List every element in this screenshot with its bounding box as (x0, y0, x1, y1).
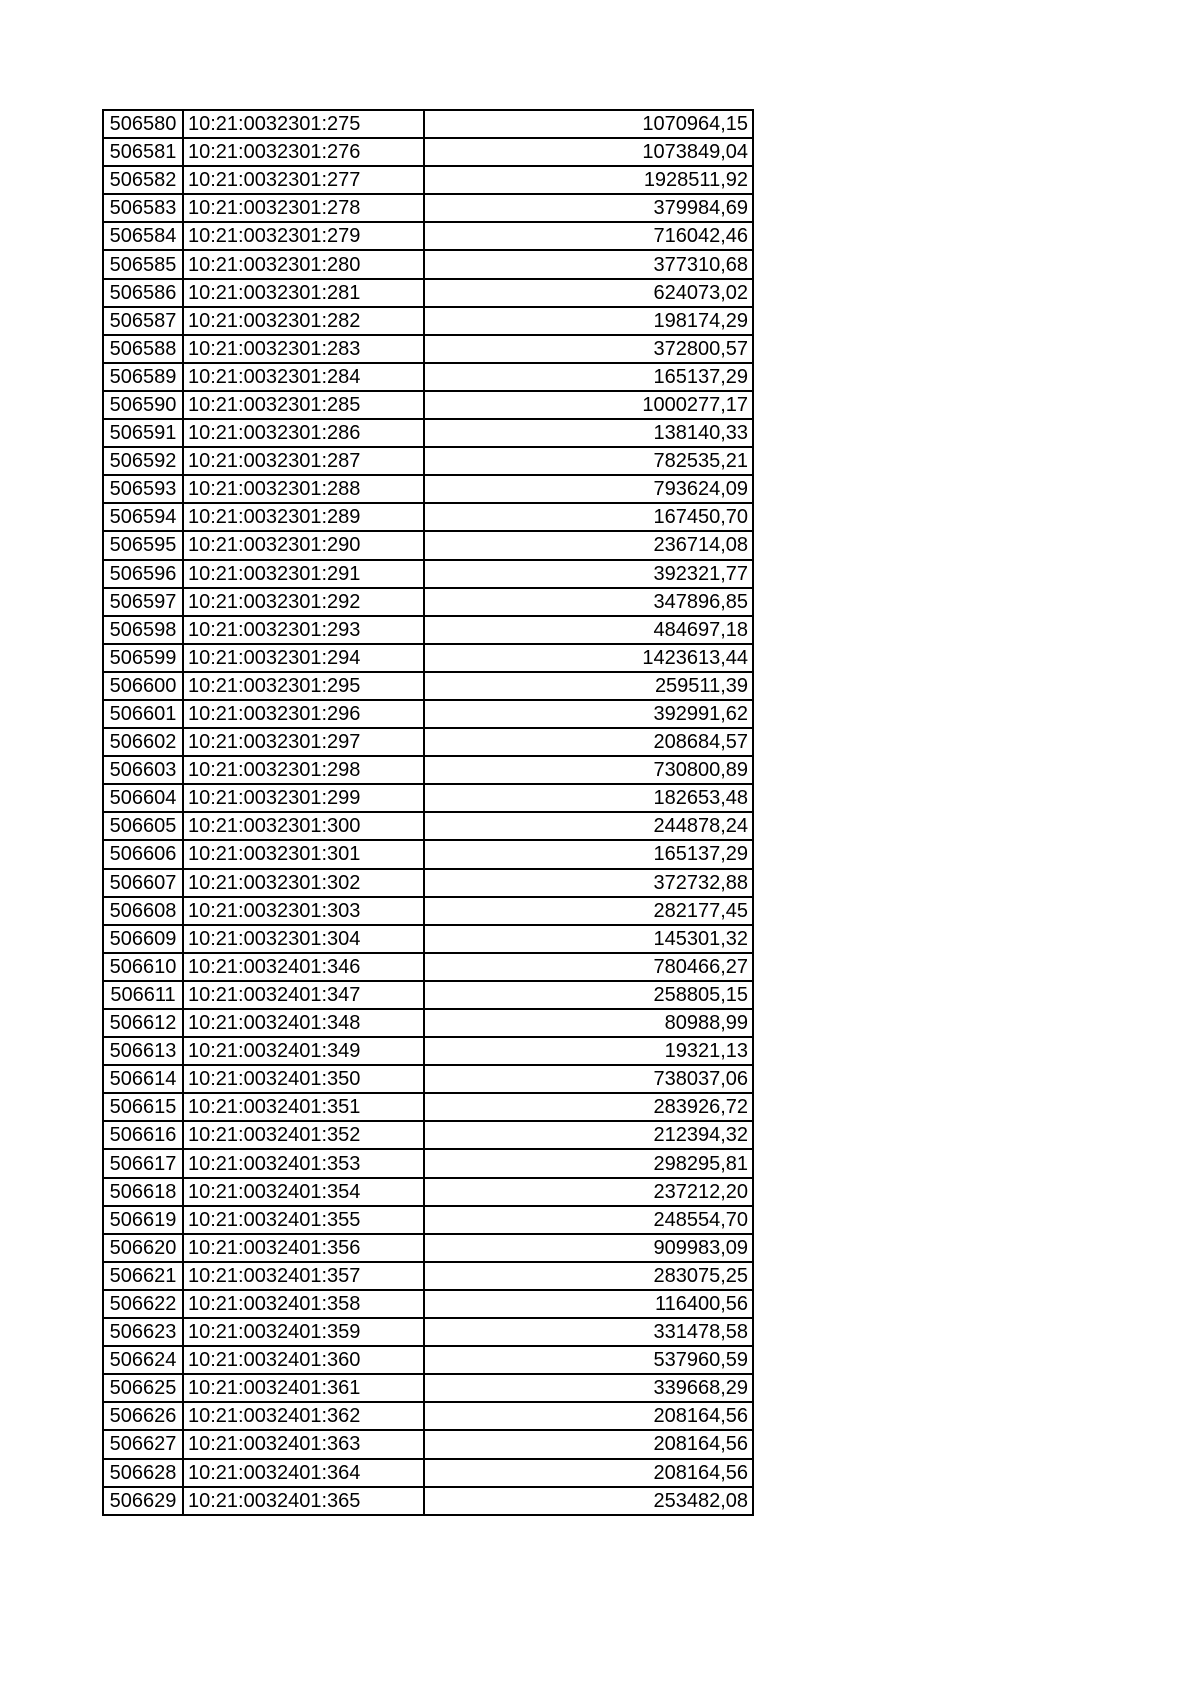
table-body (103, 110, 753, 1515)
value-cell: 377310,68 (424, 250, 753, 278)
value-cell: 244878,24 (424, 812, 753, 840)
value-cell: 331478,58 (424, 1318, 753, 1346)
value-cell: 198174,29 (424, 307, 753, 335)
row-id-cell: 506590 (103, 391, 183, 419)
cadastral-number-cell: 10:21:0032401:348 (183, 1009, 424, 1037)
cadastral-number-cell: 10:21:0032301:296 (183, 700, 424, 728)
value-cell: 624073,02 (424, 279, 753, 307)
table-row (103, 1121, 753, 1149)
table-row (103, 250, 753, 278)
cadastral-number-cell: 10:21:0032301:286 (183, 419, 424, 447)
value-cell: 730800,89 (424, 756, 753, 784)
table-row (103, 1402, 753, 1430)
row-id-cell: 506592 (103, 447, 183, 475)
value-cell: 258805,15 (424, 981, 753, 1009)
table-row (103, 1065, 753, 1093)
row-id-cell: 506625 (103, 1374, 183, 1402)
cadastral-number-cell: 10:21:0032301:295 (183, 672, 424, 700)
value-cell: 1928511,92 (424, 166, 753, 194)
value-cell: 208684,57 (424, 728, 753, 756)
cadastral-number-cell: 10:21:0032301:278 (183, 194, 424, 222)
row-id-cell: 506594 (103, 503, 183, 531)
value-cell: 793624,09 (424, 475, 753, 503)
table-row (103, 644, 753, 672)
cadastral-number-cell: 10:21:0032301:276 (183, 138, 424, 166)
table-row (103, 1346, 753, 1374)
row-id-cell: 506589 (103, 363, 183, 391)
table-row (103, 1149, 753, 1177)
value-cell: 339668,29 (424, 1374, 753, 1402)
value-cell: 208164,56 (424, 1459, 753, 1487)
table-row (103, 363, 753, 391)
row-id-cell: 506623 (103, 1318, 183, 1346)
cadastral-number-cell: 10:21:0032301:290 (183, 531, 424, 559)
value-cell: 167450,70 (424, 503, 753, 531)
table-row (103, 335, 753, 363)
value-cell: 347896,85 (424, 588, 753, 616)
table-row (103, 1318, 753, 1346)
table-row (103, 869, 753, 897)
row-id-cell: 506583 (103, 194, 183, 222)
value-cell: 182653,48 (424, 784, 753, 812)
table-row (103, 138, 753, 166)
cadastral-number-cell: 10:21:0032401:365 (183, 1487, 424, 1515)
value-cell: 379984,69 (424, 194, 753, 222)
cadastral-number-cell: 10:21:0032401:359 (183, 1318, 424, 1346)
row-id-cell: 506604 (103, 784, 183, 812)
row-id-cell: 506612 (103, 1009, 183, 1037)
cadastral-number-cell: 10:21:0032301:282 (183, 307, 424, 335)
cadastral-number-cell: 10:21:0032401:351 (183, 1093, 424, 1121)
cadastral-number-cell: 10:21:0032301:302 (183, 869, 424, 897)
table-row (103, 447, 753, 475)
table-row (103, 166, 753, 194)
value-cell: 392991,62 (424, 700, 753, 728)
row-id-cell: 506580 (103, 110, 183, 138)
cadastral-number-cell: 10:21:0032301:275 (183, 110, 424, 138)
row-id-cell: 506582 (103, 166, 183, 194)
table-row (103, 1234, 753, 1262)
value-cell: 208164,56 (424, 1402, 753, 1430)
row-id-cell: 506588 (103, 335, 183, 363)
row-id-cell: 506591 (103, 419, 183, 447)
table-row (103, 1374, 753, 1402)
cadastral-number-cell: 10:21:0032301:292 (183, 588, 424, 616)
row-id-cell: 506620 (103, 1234, 183, 1262)
table-row (103, 1459, 753, 1487)
table-row (103, 560, 753, 588)
row-id-cell: 506617 (103, 1149, 183, 1177)
cadastral-number-cell: 10:21:0032301:304 (183, 925, 424, 953)
row-id-cell: 506622 (103, 1290, 183, 1318)
table-row (103, 1037, 753, 1065)
cadastral-number-cell: 10:21:0032401:353 (183, 1149, 424, 1177)
value-cell: 392321,77 (424, 560, 753, 588)
cadastral-number-cell: 10:21:0032301:293 (183, 616, 424, 644)
table-row (103, 531, 753, 559)
value-cell: 1000277,17 (424, 391, 753, 419)
cadastral-number-cell: 10:21:0032301:285 (183, 391, 424, 419)
table-row (103, 419, 753, 447)
value-cell: 909983,09 (424, 1234, 753, 1262)
table-row (103, 925, 753, 953)
cadastral-number-cell: 10:21:0032401:352 (183, 1121, 424, 1149)
table-row (103, 279, 753, 307)
table-row (103, 953, 753, 981)
row-id-cell: 506597 (103, 588, 183, 616)
table-row (103, 784, 753, 812)
row-id-cell: 506608 (103, 897, 183, 925)
row-id-cell: 506581 (103, 138, 183, 166)
cadastral-number-cell: 10:21:0032301:287 (183, 447, 424, 475)
row-id-cell: 506585 (103, 250, 183, 278)
cadastral-number-cell: 10:21:0032301:281 (183, 279, 424, 307)
value-cell: 236714,08 (424, 531, 753, 559)
value-cell: 80988,99 (424, 1009, 753, 1037)
table-row (103, 391, 753, 419)
value-cell: 282177,45 (424, 897, 753, 925)
row-id-cell: 506596 (103, 560, 183, 588)
value-cell: 283075,25 (424, 1262, 753, 1290)
cadastral-number-cell: 10:21:0032301:284 (183, 363, 424, 391)
table-row (103, 728, 753, 756)
cadastral-number-cell: 10:21:0032301:277 (183, 166, 424, 194)
value-cell: 253482,08 (424, 1487, 753, 1515)
table-row (103, 194, 753, 222)
row-id-cell: 506603 (103, 756, 183, 784)
value-cell: 259511,39 (424, 672, 753, 700)
value-cell: 145301,32 (424, 925, 753, 953)
row-id-cell: 506609 (103, 925, 183, 953)
row-id-cell: 506629 (103, 1487, 183, 1515)
cadastral-number-cell: 10:21:0032401:360 (183, 1346, 424, 1374)
value-cell: 780466,27 (424, 953, 753, 981)
row-id-cell: 506598 (103, 616, 183, 644)
table-row (103, 840, 753, 868)
cadastral-number-cell: 10:21:0032301:291 (183, 560, 424, 588)
row-id-cell: 506619 (103, 1206, 183, 1234)
row-id-cell: 506599 (103, 644, 183, 672)
cadastral-number-cell: 10:21:0032301:283 (183, 335, 424, 363)
row-id-cell: 506605 (103, 812, 183, 840)
value-cell: 537960,59 (424, 1346, 753, 1374)
value-cell: 212394,32 (424, 1121, 753, 1149)
table-row (103, 1430, 753, 1458)
value-cell: 237212,20 (424, 1178, 753, 1206)
table-row (103, 981, 753, 1009)
table-row (103, 616, 753, 644)
cadastral-number-cell: 10:21:0032301:279 (183, 222, 424, 250)
row-id-cell: 506626 (103, 1402, 183, 1430)
value-cell: 372732,88 (424, 869, 753, 897)
table-row (103, 812, 753, 840)
row-id-cell: 506610 (103, 953, 183, 981)
value-cell: 208164,56 (424, 1430, 753, 1458)
value-cell: 165137,29 (424, 363, 753, 391)
row-id-cell: 506600 (103, 672, 183, 700)
value-cell: 298295,81 (424, 1149, 753, 1177)
cadastral-number-cell: 10:21:0032301:303 (183, 897, 424, 925)
value-cell: 283926,72 (424, 1093, 753, 1121)
table-row (103, 756, 753, 784)
row-id-cell: 506586 (103, 279, 183, 307)
cadastral-number-cell: 10:21:0032401:346 (183, 953, 424, 981)
table-row (103, 1487, 753, 1515)
cadastral-number-cell: 10:21:0032401:357 (183, 1262, 424, 1290)
row-id-cell: 506595 (103, 531, 183, 559)
value-cell: 138140,33 (424, 419, 753, 447)
table-row (103, 700, 753, 728)
value-cell: 372800,57 (424, 335, 753, 363)
cadastral-number-cell: 10:21:0032301:289 (183, 503, 424, 531)
table-row (103, 897, 753, 925)
row-id-cell: 506602 (103, 728, 183, 756)
row-id-cell: 506614 (103, 1065, 183, 1093)
cadastral-number-cell: 10:21:0032401:350 (183, 1065, 424, 1093)
value-cell: 19321,13 (424, 1037, 753, 1065)
table-row (103, 1009, 753, 1037)
row-id-cell: 506618 (103, 1178, 183, 1206)
value-cell: 716042,46 (424, 222, 753, 250)
value-cell: 248554,70 (424, 1206, 753, 1234)
cadastral-number-cell: 10:21:0032301:299 (183, 784, 424, 812)
table-row (103, 1262, 753, 1290)
row-id-cell: 506616 (103, 1121, 183, 1149)
row-id-cell: 506611 (103, 981, 183, 1009)
table-row (103, 1290, 753, 1318)
table-row (103, 475, 753, 503)
data-table (102, 109, 754, 1516)
value-cell: 738037,06 (424, 1065, 753, 1093)
cadastral-number-cell: 10:21:0032301:300 (183, 812, 424, 840)
cadastral-number-cell: 10:21:0032401:364 (183, 1459, 424, 1487)
row-id-cell: 506593 (103, 475, 183, 503)
row-id-cell: 506615 (103, 1093, 183, 1121)
table-row (103, 1178, 753, 1206)
row-id-cell: 506627 (103, 1430, 183, 1458)
cadastral-number-cell: 10:21:0032401:355 (183, 1206, 424, 1234)
value-cell: 116400,56 (424, 1290, 753, 1318)
cadastral-number-cell: 10:21:0032401:356 (183, 1234, 424, 1262)
table-row (103, 503, 753, 531)
table-row (103, 307, 753, 335)
row-id-cell: 506628 (103, 1459, 183, 1487)
cadastral-number-cell: 10:21:0032401:361 (183, 1374, 424, 1402)
cadastral-number-cell: 10:21:0032301:298 (183, 756, 424, 784)
table-row (103, 222, 753, 250)
row-id-cell: 506621 (103, 1262, 183, 1290)
row-id-cell: 506607 (103, 869, 183, 897)
cadastral-number-cell: 10:21:0032401:349 (183, 1037, 424, 1065)
cadastral-number-cell: 10:21:0032401:363 (183, 1430, 424, 1458)
value-cell: 1073849,04 (424, 138, 753, 166)
row-id-cell: 506613 (103, 1037, 183, 1065)
table-row (103, 672, 753, 700)
table-row (103, 1093, 753, 1121)
cadastral-number-cell: 10:21:0032301:294 (183, 644, 424, 672)
row-id-cell: 506624 (103, 1346, 183, 1374)
table-row (103, 1206, 753, 1234)
cadastral-number-cell: 10:21:0032301:301 (183, 840, 424, 868)
row-id-cell: 506601 (103, 700, 183, 728)
value-cell: 782535,21 (424, 447, 753, 475)
table-row (103, 588, 753, 616)
cadastral-number-cell: 10:21:0032301:297 (183, 728, 424, 756)
row-id-cell: 506584 (103, 222, 183, 250)
value-cell: 484697,18 (424, 616, 753, 644)
value-cell: 1423613,44 (424, 644, 753, 672)
cadastral-number-cell: 10:21:0032401:354 (183, 1178, 424, 1206)
value-cell: 1070964,15 (424, 110, 753, 138)
row-id-cell: 506587 (103, 307, 183, 335)
cadastral-number-cell: 10:21:0032301:288 (183, 475, 424, 503)
table-row (103, 110, 753, 138)
cadastral-number-cell: 10:21:0032401:362 (183, 1402, 424, 1430)
cadastral-number-cell: 10:21:0032401:358 (183, 1290, 424, 1318)
value-cell: 165137,29 (424, 840, 753, 868)
cadastral-number-cell: 10:21:0032301:280 (183, 250, 424, 278)
cadastral-number-cell: 10:21:0032401:347 (183, 981, 424, 1009)
row-id-cell: 506606 (103, 840, 183, 868)
